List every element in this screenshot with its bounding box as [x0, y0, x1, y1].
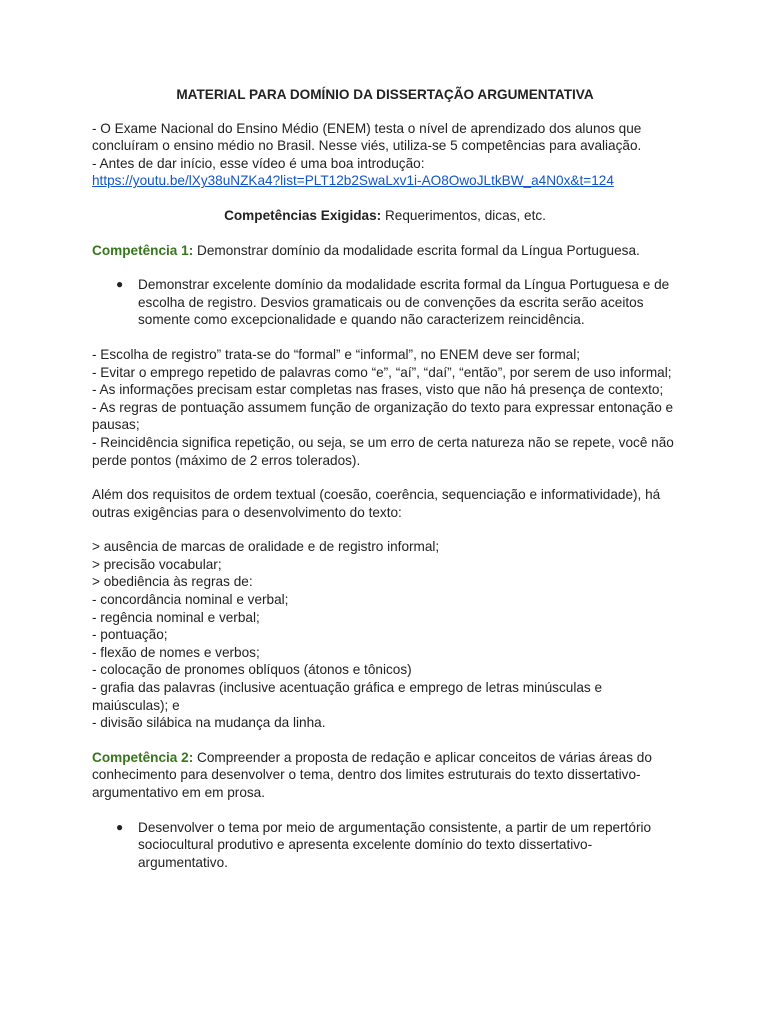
bullet-icon: ●	[116, 277, 124, 292]
requirements-paragraph: Além dos requisitos de ordem textual (coesão, coerência, sequenciação e informatividade), há outras exigências para o desenvolvimento do texto:	[92, 487, 661, 520]
note-line: - As regras de pontuação assumem função de organização do texto para expressar entonação e pausas;	[92, 399, 674, 433]
list-item	[116, 819, 678, 872]
document-title: MATERIAL PARA DOMÍNIO DA DISSERTAÇÃO ARGUMENTATIVA	[176, 87, 594, 102]
requirement-line: - flexão de nomes e verbos;	[92, 644, 260, 660]
competencia-2-text: Compreender a proposta de redação e aplicar conceitos de várias áreas do conhecimento para desenvolver o tema, dentro dos limites estruturais do texto dissertativo-argumentativo em em prosa.	[92, 749, 652, 800]
requirement-line: - pontuação;	[92, 627, 168, 643]
requirement-line: > precisão vocabular;	[92, 556, 222, 572]
requirement-line: > ausência de marcas de oralidade e de registro informal;	[92, 539, 440, 555]
competencia-1-bullets	[92, 276, 678, 329]
requirement-line: - divisão silábica na mudança da linha.	[92, 715, 326, 731]
competencia-2-label: Competência 2:	[92, 749, 194, 765]
requirement-line: - grafia das palavras (inclusive acentuação gráfica e emprego de letras minúsculas e maiúsculas); e	[92, 680, 603, 713]
competencia-2-heading	[92, 749, 678, 802]
note-line: - Escolha de registro” trata-se do “formal” e “informal”, no ENEM deve ser formal;	[92, 346, 581, 362]
competencias-heading	[92, 207, 678, 225]
competencia-2-bullets	[92, 819, 678, 872]
intro-line-1: - O Exame Nacional do Ensino Médio (ENEM) testa o nível de aprendizado dos alunos que concluíram o ensino médio no Brasil. Nesse viés, utiliza-se 5 competências para avaliação.	[92, 120, 642, 154]
requirement-line: - colocação de pronomes oblíquos (átonos e tônicos)	[92, 662, 412, 678]
requirement-line: - regência nominal e verbal;	[92, 609, 260, 625]
competencias-heading-rest: Requerimentos, dicas, etc.	[381, 207, 546, 223]
bullet-icon: ●	[116, 819, 124, 834]
note-line: - Reincidência significa repetição, ou seja, se um erro de certa natureza não se repete, você não perde pontos (máximo de 2 erros tolerados).	[92, 434, 674, 468]
competencia-2-bullet-text: Desenvolver o tema por meio de argumentação consistente, a partir de um repertório sociocultural produtivo e apresenta excelente domínio do texto dissertativo-argumentativo.	[138, 819, 652, 870]
competencia-1-label: Competência 1:	[92, 242, 194, 258]
video-link[interactable]: https://youtu.be/lXy38uNZKa4?list=PLT12b2SwaLxv1i-AO8OwoJLtkBW_a4N0x&t=124	[92, 173, 614, 189]
requirements-list	[92, 538, 678, 732]
requirement-line: - concordância nominal e verbal;	[92, 592, 289, 608]
competencia-1-heading	[92, 242, 678, 260]
note-line: - As informações precisam estar completas nas frases, visto que não há presença de contexto;	[92, 382, 664, 398]
note-line: - Evitar o emprego repetido de palavras como “e”, “aí”, “daí”, “então”, por serem de uso informal;	[92, 364, 672, 380]
intro-line-2: - Antes de dar início, esse vídeo é uma boa introdução:	[92, 155, 425, 171]
competencias-heading-bold: Competências Exigidas:	[224, 207, 382, 223]
requirement-line: > obediência às regras de:	[92, 574, 253, 590]
competencia-1-notes	[92, 346, 678, 469]
document-body	[92, 86, 678, 888]
list-item	[116, 276, 678, 329]
competencia-1-bullet-text: Demonstrar excelente domínio da modalidade escrita formal da Língua Portuguesa e de escolha de registro. Desvios gramaticais ou de convenções da escrita serão aceitos somente como excepcionalidade e quando não caracterizem reincidência.	[138, 277, 670, 328]
competencia-1-text: Demonstrar domínio da modalidade escrita formal da Língua Portuguesa.	[193, 242, 640, 258]
intro-section	[92, 120, 678, 190]
